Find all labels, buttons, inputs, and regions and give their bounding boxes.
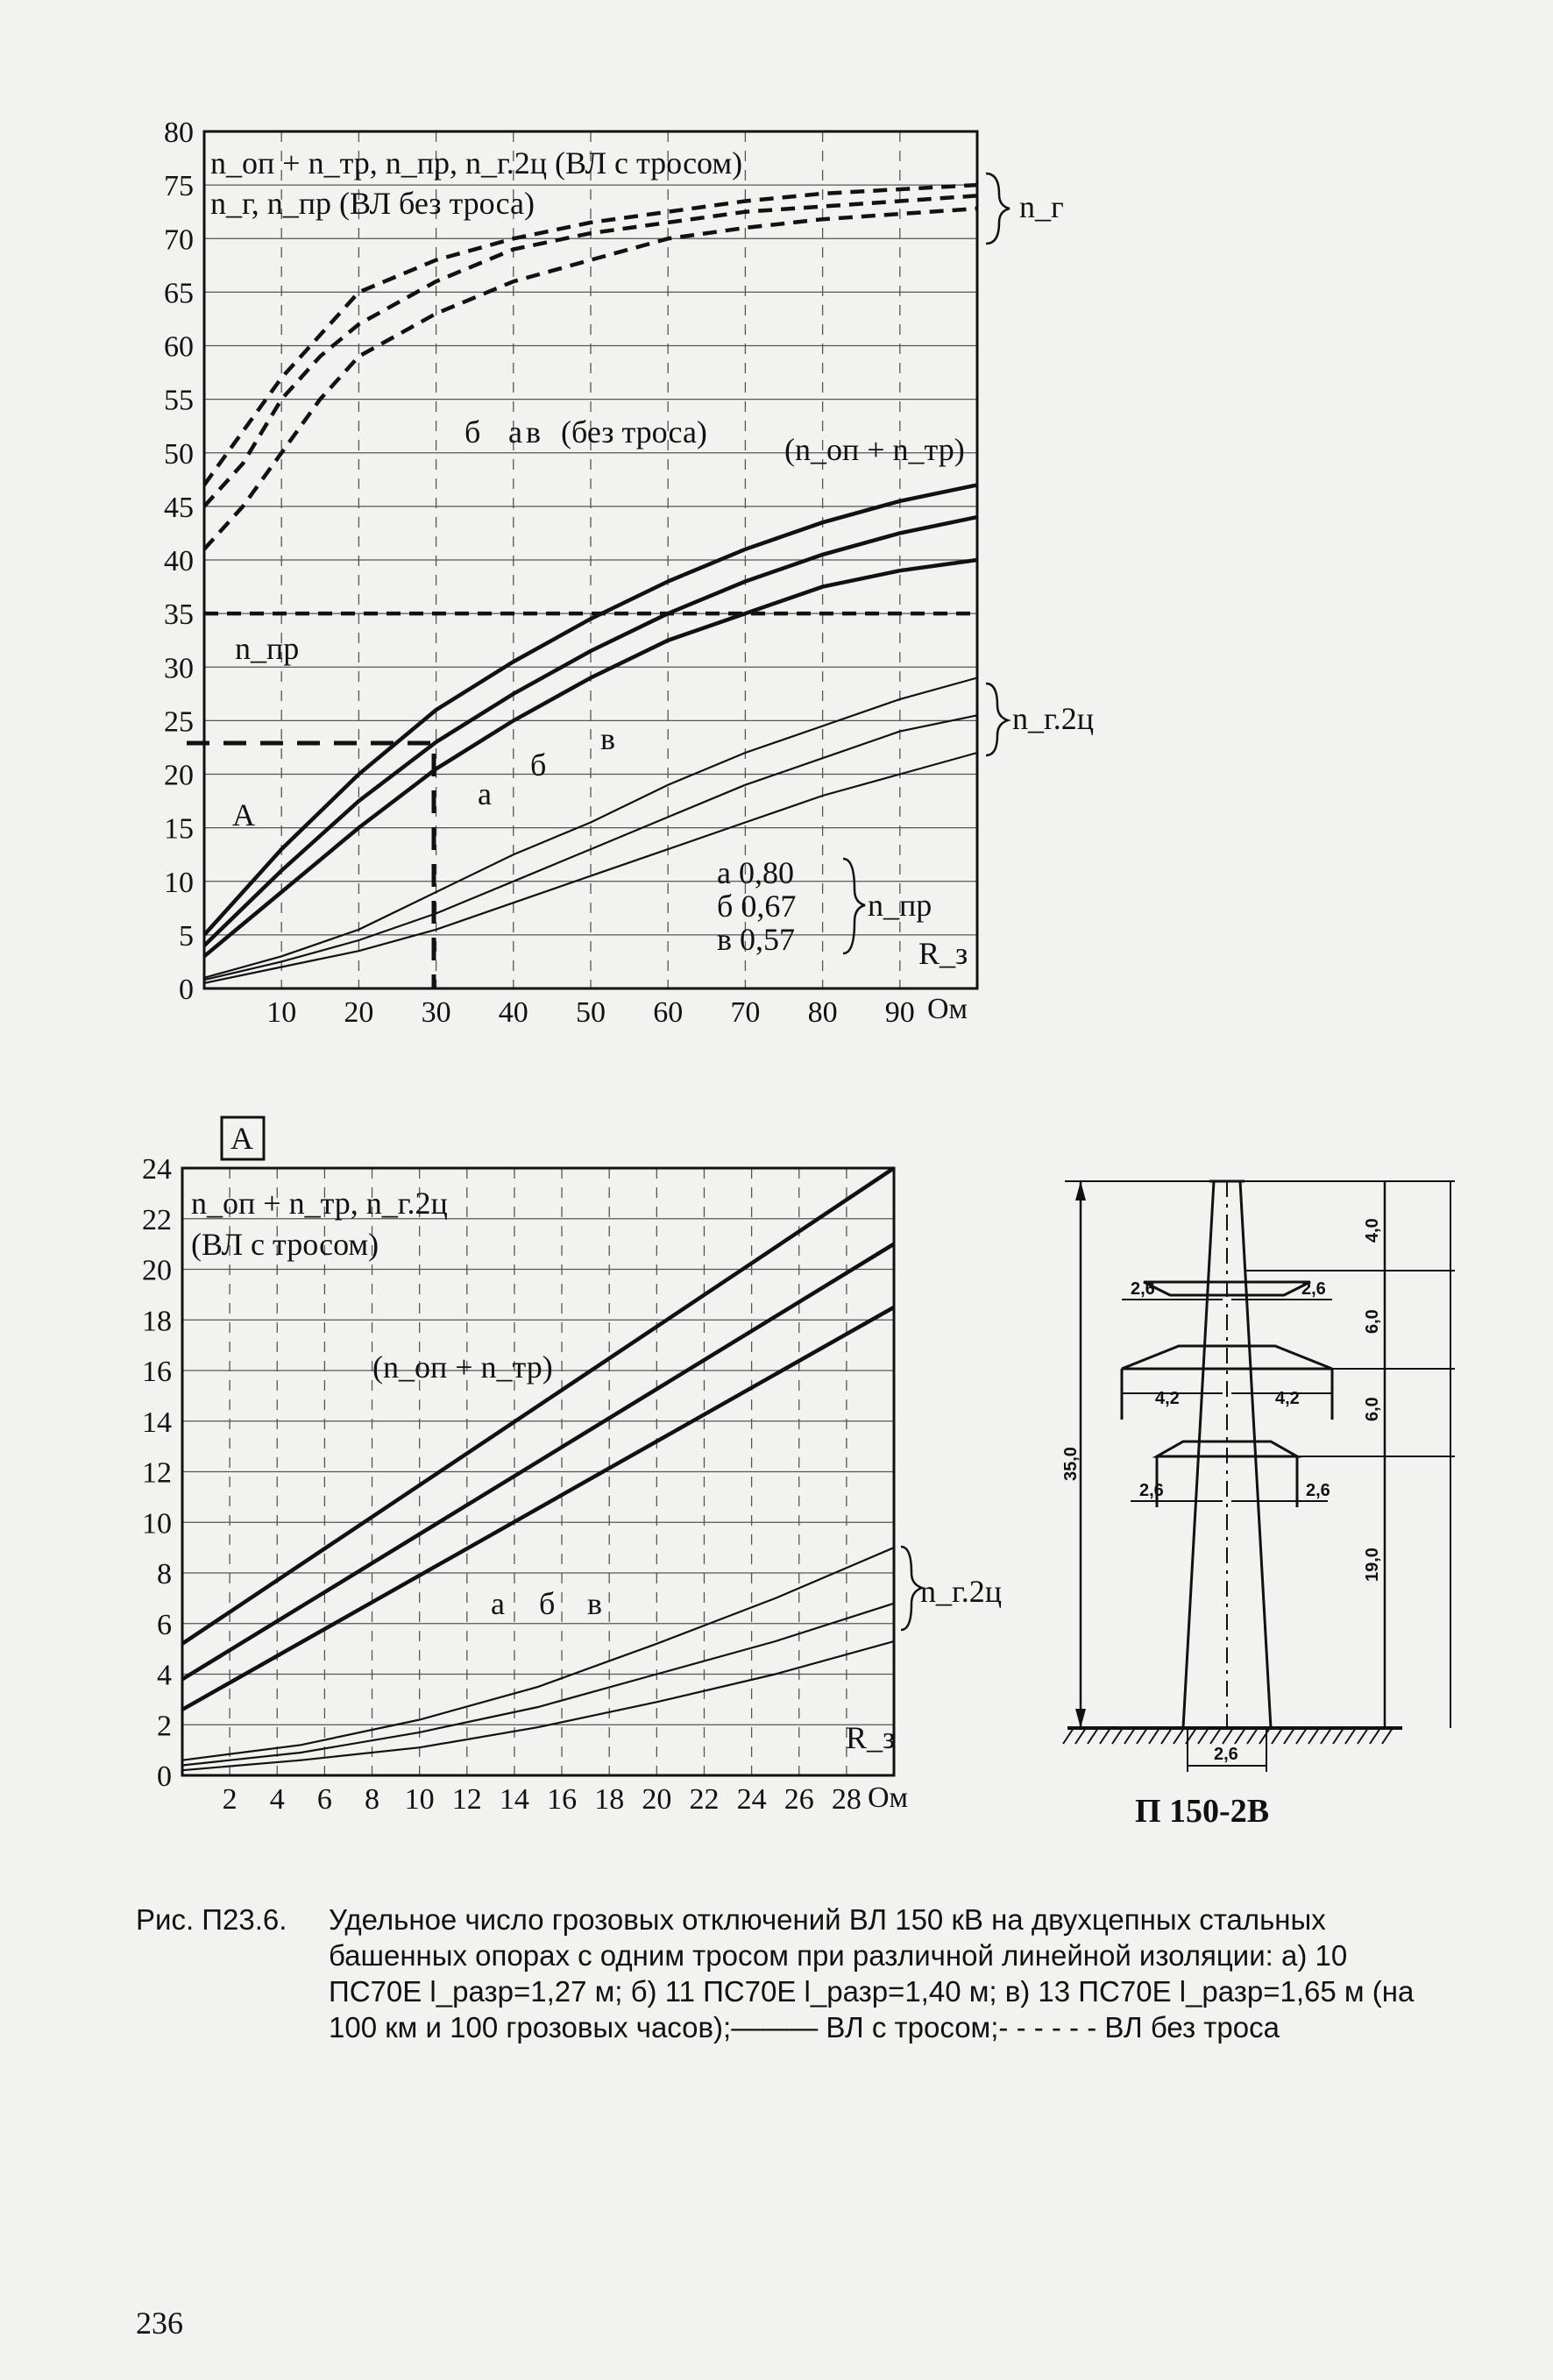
- hatch-stroke: [1272, 1728, 1282, 1744]
- main-label-bez-trosa: (без троса): [561, 414, 707, 450]
- x-tick-label: 22: [689, 1783, 720, 1816]
- panel-a-legend-text-1: n_оп + n_тр, n_г.2ц: [191, 1186, 448, 1221]
- y-tick-label: 80: [164, 117, 194, 149]
- main-chart-annotations: [210, 145, 1094, 1025]
- y-tick-label: 18: [142, 1305, 172, 1338]
- x-tick-label: 30: [421, 996, 451, 1029]
- main-label-ng: n_г: [1019, 189, 1064, 224]
- y-tick-label: 65: [164, 277, 194, 310]
- tower-dim-top: 4,0: [1363, 1218, 1382, 1243]
- panel-a-label: A: [230, 1121, 253, 1156]
- main-label-nop: (n_оп + n_тр): [784, 432, 965, 467]
- hatch-stroke: [1370, 1728, 1380, 1744]
- x-tick-label: 6: [316, 1783, 332, 1816]
- y-tick-label: 10: [142, 1507, 172, 1541]
- series-line-n_г.2ц-б: [182, 1604, 894, 1766]
- y-tick-label: 50: [164, 437, 194, 471]
- series-line-n_г.2ц-а: [182, 1548, 894, 1760]
- x-tick-label: 2: [222, 1783, 238, 1816]
- x-tick-label: 12: [451, 1783, 482, 1816]
- y-tick-label: 4: [157, 1659, 172, 1692]
- hatch-stroke: [1259, 1728, 1270, 1744]
- x-tick-label: 28: [831, 1783, 862, 1816]
- hatch-stroke: [1137, 1728, 1147, 1744]
- tower-caption: П 150-2В: [1135, 1793, 1270, 1830]
- insulation-entry-в: в 0,57: [717, 922, 795, 957]
- panel-a-label-ng2: n_г.2ц: [920, 1574, 1002, 1609]
- x-tick-label: 24: [736, 1783, 767, 1816]
- hatch-stroke: [1161, 1728, 1172, 1744]
- panel-a-label-v: в: [587, 1586, 602, 1621]
- hatch-stroke: [1284, 1728, 1294, 1744]
- panel-a-legend-text-2: (ВЛ с тросом): [191, 1227, 379, 1262]
- x-tick-label: 80: [807, 996, 838, 1029]
- x-tick-label: 18: [594, 1783, 625, 1816]
- tower-dim-arm-lower-right: 2,6: [1306, 1481, 1330, 1500]
- panel-a-annotations: [191, 1186, 1002, 1814]
- main-label-a-curve: а: [478, 776, 492, 811]
- hatch-stroke: [1075, 1728, 1086, 1744]
- main-label-b-ng: б: [464, 414, 481, 450]
- y-tick-label: 40: [164, 545, 194, 577]
- page-number: 236: [136, 2306, 183, 2341]
- panel-a-label-nop: (n_оп + n_тр): [372, 1349, 553, 1385]
- y-tick-label: 10: [164, 866, 194, 899]
- hatch-stroke: [1100, 1728, 1110, 1744]
- hatch-stroke: [1124, 1728, 1135, 1744]
- tower-dim-mid1: 6,0: [1363, 1309, 1382, 1334]
- main-x-axis-label: R_з: [918, 936, 968, 971]
- tower-dim-mid2: 6,0: [1363, 1397, 1382, 1421]
- y-tick-label: 22: [142, 1203, 172, 1236]
- tower-dim-arm-upper-left: 2,6: [1131, 1279, 1155, 1299]
- y-tick-label: 0: [157, 1760, 172, 1793]
- y-tick-label: 20: [142, 1254, 172, 1287]
- panel-a-label-b: б: [539, 1586, 556, 1621]
- y-tick-label: 55: [164, 384, 194, 417]
- panel-a-x-axis-label: R_з: [846, 1720, 896, 1755]
- y-tick-label: 6: [157, 1608, 172, 1641]
- y-tick-label: 12: [142, 1456, 172, 1490]
- tower-dim-arm-upper-right: 2,6: [1301, 1279, 1326, 1299]
- y-tick-label: 30: [164, 652, 194, 685]
- main-label-b-curve: б: [530, 747, 547, 783]
- main-legend-text-2: n_г, n_пр (ВЛ без троса): [210, 186, 535, 221]
- y-tick-label: 70: [164, 223, 194, 257]
- x-tick-label: 14: [499, 1783, 529, 1816]
- series-line-n_г.2ц-в: [182, 1641, 894, 1770]
- x-tick-label: 60: [653, 996, 684, 1029]
- main-x-unit: Ом: [927, 993, 968, 1025]
- panel-a-x-ticks: [223, 1783, 862, 1816]
- hatch-stroke: [1247, 1728, 1258, 1744]
- x-tick-label: 10: [404, 1783, 435, 1816]
- hatch-stroke: [1112, 1728, 1123, 1744]
- y-tick-label: 0: [179, 974, 194, 1006]
- hatch-stroke: [1235, 1728, 1245, 1744]
- insulation-entry-б: б 0,67: [717, 889, 797, 924]
- tower-dim-total: 35,0: [1061, 1447, 1081, 1481]
- y-tick-label: 24: [142, 1153, 172, 1186]
- x-tick-label: 50: [576, 996, 606, 1029]
- hatch-stroke: [1198, 1728, 1209, 1744]
- hatch-stroke: [1358, 1728, 1368, 1744]
- hatch-stroke: [1296, 1728, 1307, 1744]
- y-tick-label: 16: [142, 1356, 172, 1388]
- main-chart-y-ticks: [164, 117, 194, 1006]
- y-tick-label: 60: [164, 330, 194, 364]
- y-tick-label: 25: [164, 705, 194, 739]
- y-tick-label: 8: [157, 1558, 172, 1590]
- hatch-stroke: [1063, 1728, 1074, 1744]
- main-insulation-legend: [717, 855, 796, 957]
- x-tick-label: 90: [884, 996, 915, 1029]
- panel-a-y-ticks: [142, 1153, 172, 1793]
- y-tick-label: 15: [164, 812, 194, 846]
- series-line-n_оп+n_тр-б: [182, 1244, 894, 1680]
- insulation-entry-а: а 0,80: [717, 855, 794, 890]
- hatch-stroke: [1308, 1728, 1319, 1744]
- tower-drawing: [1063, 1181, 1455, 1772]
- x-tick-label: 70: [730, 996, 761, 1029]
- x-tick-label: 10: [266, 996, 297, 1029]
- tower-dim-base: 2,6: [1214, 1745, 1238, 1764]
- panel-a-label-a: а: [491, 1586, 505, 1621]
- x-tick-label: 20: [344, 996, 374, 1029]
- main-label-region-A: A: [232, 797, 255, 832]
- hatch-stroke: [1333, 1728, 1344, 1744]
- main-label-npr: n_пр: [235, 631, 300, 666]
- y-tick-label: 14: [142, 1406, 172, 1439]
- main-label-ng2: n_г.2ц: [1012, 701, 1094, 736]
- main-label-a-ng: а: [508, 414, 522, 450]
- tower-dim-arm-middle-right: 4,2: [1275, 1389, 1300, 1408]
- x-tick-label: 4: [269, 1783, 285, 1816]
- panel-a-x-unit: Ом: [868, 1781, 909, 1814]
- panel-a-chart: [142, 1117, 1002, 1816]
- figure-caption-text: Удельное число грозовых отключений ВЛ 150 кВ на двухцепных стальных башенных опорах с одним тросом при различной линейной изоляции: а) 10 ПС70Е l_разр=1,27 м; б) 11 ПС70Е l_разр=1,40 м; в) 13 ПС70Е l_разр=1,65 м (на 100 км и 100 грозовых часов);——— ВЛ с тросом;- - - - - - ВЛ без троса: [329, 1903, 1415, 2044]
- y-tick-label: 20: [164, 759, 194, 792]
- hatch-stroke: [1088, 1728, 1098, 1744]
- main-label-v-ng: в: [526, 414, 541, 450]
- main-legend-text-1: n_оп + n_тр, n_пр, n_г.2ц (ВЛ с тросом): [210, 145, 743, 181]
- main-insulation-npr-label: n_пр: [868, 888, 933, 923]
- main-chart-x-ticks: [266, 996, 915, 1029]
- hatch-stroke: [1149, 1728, 1159, 1744]
- ground-hatch: [1063, 1728, 1393, 1744]
- x-tick-label: 20: [642, 1783, 672, 1816]
- hatch-stroke: [1223, 1728, 1233, 1744]
- main-label-v-curve: в: [600, 721, 615, 756]
- y-tick-label: 45: [164, 491, 194, 524]
- tower-dim-arm-lower-left: 2,6: [1139, 1481, 1164, 1500]
- x-tick-label: 8: [365, 1783, 380, 1816]
- tower-dim-arm-middle-left: 4,2: [1155, 1389, 1180, 1408]
- y-tick-label: 35: [164, 599, 194, 632]
- figure-number: Рис. П23.6.: [136, 1903, 287, 1936]
- hatch-stroke: [1210, 1728, 1221, 1744]
- x-tick-label: 40: [498, 996, 528, 1029]
- hatch-stroke: [1345, 1728, 1356, 1744]
- tower-dim-bottom: 19,0: [1363, 1548, 1382, 1582]
- y-tick-label: 5: [179, 919, 194, 953]
- x-tick-label: 26: [784, 1783, 814, 1816]
- y-tick-label: 75: [164, 170, 194, 203]
- hatch-stroke: [1382, 1728, 1393, 1744]
- hatch-stroke: [1174, 1728, 1184, 1744]
- y-tick-label: 2: [157, 1710, 172, 1743]
- main-chart: [164, 117, 1094, 1029]
- x-tick-label: 16: [547, 1783, 578, 1816]
- hatch-stroke: [1321, 1728, 1331, 1744]
